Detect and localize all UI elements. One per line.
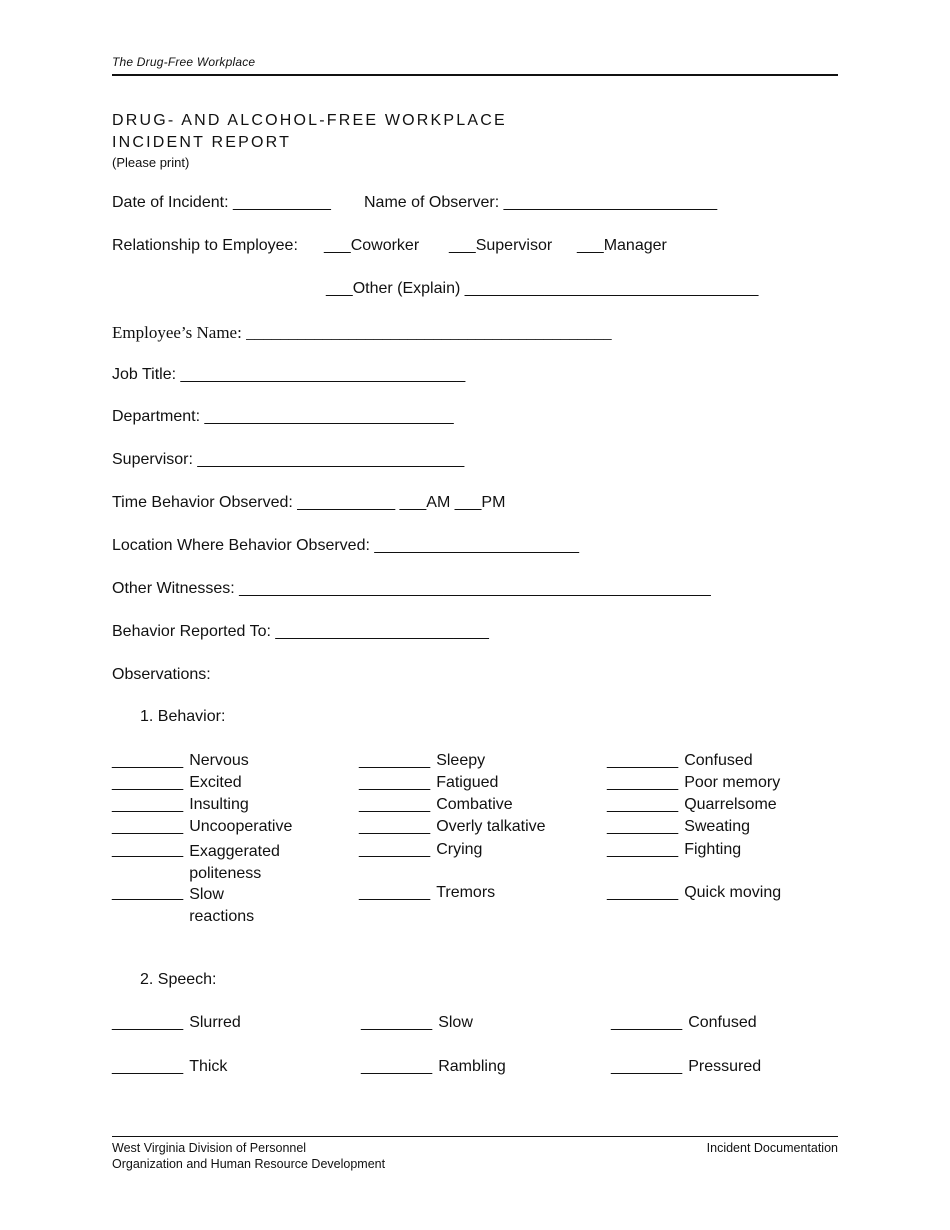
blank-line[interactable]: ________ <box>607 841 679 858</box>
behavior-item[interactable]: ________ Tremors <box>359 884 496 901</box>
behavior-item[interactable]: ________ Confused <box>607 752 753 769</box>
location-observed-field[interactable]: Location Where Behavior Observed: _______________________ <box>112 537 580 554</box>
speech-item[interactable]: ________ Slow <box>361 1014 473 1031</box>
blank-line[interactable]: ________ <box>611 1058 683 1075</box>
blank-line[interactable]: ________ <box>607 884 679 901</box>
blank-line[interactable]: ________ <box>359 796 431 813</box>
blank-line[interactable]: ________ <box>607 752 679 769</box>
blank-line[interactable]: ________ <box>112 774 184 791</box>
behavior-item[interactable]: ________ Fighting <box>607 841 742 858</box>
relationship-label: Relationship to Employee: <box>112 237 298 254</box>
speech-item[interactable]: ________ Rambling <box>361 1058 506 1075</box>
observations-label: Observations: <box>112 666 211 683</box>
time-observed-field[interactable]: Time Behavior Observed: ___________ ___AM ___PM <box>112 494 506 511</box>
other-witnesses-field[interactable]: Other Witnesses: _____________________________________________________ <box>112 580 711 597</box>
blank-line[interactable]: ________ <box>112 884 184 901</box>
behavior-item[interactable]: ________ Sweating <box>607 818 751 835</box>
footer-section-title: Incident Documentation <box>706 1141 838 1155</box>
blank-line[interactable]: ________ <box>112 796 184 813</box>
blank-line[interactable]: ________ <box>607 774 679 791</box>
blank-line[interactable]: ________ <box>359 752 431 769</box>
footer-org-line1: West Virginia Division of Personnel <box>112 1141 307 1155</box>
behavior-item[interactable]: ________ Crying <box>359 841 483 858</box>
behavior-item[interactable]: ________ Slow reactions <box>112 884 255 925</box>
blank-line[interactable]: ________ <box>607 818 679 835</box>
blank-line[interactable]: ________ <box>359 774 431 791</box>
behavior-item[interactable]: ________ Nervous <box>112 752 249 769</box>
relationship-coworker-option[interactable]: ___Coworker <box>324 237 420 254</box>
blank-line[interactable]: ________ <box>112 818 184 835</box>
relationship-manager-option[interactable]: ___Manager <box>577 237 667 254</box>
behavior-item[interactable]: ________ Quick moving <box>607 884 782 901</box>
behavior-item[interactable]: ________ Quarrelsome <box>607 796 777 813</box>
job-title-field[interactable]: Job Title: ________________________________ <box>112 366 466 383</box>
behavior-item[interactable]: ________ Exaggerated politeness <box>112 841 280 882</box>
employee-name-field[interactable]: Employee’s Name: ___________________________________________ <box>112 323 612 342</box>
blank-line[interactable]: ________ <box>112 841 184 858</box>
speech-item[interactable]: ________ Confused <box>611 1014 757 1031</box>
blank-line[interactable]: ________ <box>112 1014 184 1031</box>
speech-heading: 2. Speech: <box>140 971 217 988</box>
blank-line[interactable]: ________ <box>359 884 431 901</box>
blank-line[interactable]: ________ <box>112 1058 184 1075</box>
speech-item[interactable]: ________ Pressured <box>611 1058 762 1075</box>
behavior-item[interactable]: ________ Fatigued <box>359 774 499 791</box>
blank-line[interactable]: ________ <box>359 818 431 835</box>
name-of-observer-field[interactable]: Name of Observer: ________________________ <box>364 194 718 211</box>
blank-line[interactable]: ________ <box>361 1014 433 1031</box>
speech-item[interactable]: ________ Slurred <box>112 1014 241 1031</box>
form-subtitle: (Please print) <box>112 155 190 170</box>
behavior-heading: 1. Behavior: <box>140 708 226 725</box>
header-rule <box>112 74 838 76</box>
form-page <box>112 0 838 1230</box>
form-title-line2: INCIDENT REPORT <box>112 134 292 151</box>
behavior-item[interactable]: ________ Uncooperative <box>112 818 293 835</box>
department-field[interactable]: Department: ____________________________ <box>112 408 454 425</box>
form-title-line1: DRUG- AND ALCOHOL-FREE WORKPLACE <box>112 112 507 129</box>
blank-line[interactable]: ________ <box>112 752 184 769</box>
blank-line[interactable]: ________ <box>359 841 431 858</box>
behavior-item[interactable]: ________ Excited <box>112 774 242 791</box>
running-header: The Drug-Free Workplace <box>112 55 256 69</box>
speech-item[interactable]: ________ Thick <box>112 1058 228 1075</box>
blank-line[interactable]: ________ <box>611 1014 683 1031</box>
behavior-item[interactable]: ________ Sleepy <box>359 752 486 769</box>
footer-org-line2: Organization and Human Resource Development <box>112 1157 386 1171</box>
blank-line[interactable]: ________ <box>607 796 679 813</box>
relationship-other-option[interactable]: ___Other (Explain) _________________________________ <box>326 280 759 297</box>
behavior-item[interactable]: ________ Poor memory <box>607 774 781 791</box>
reported-to-field[interactable]: Behavior Reported To: ________________________ <box>112 623 489 640</box>
supervisor-field[interactable]: Supervisor: ______________________________ <box>112 451 465 468</box>
blank-line[interactable]: ________ <box>361 1058 433 1075</box>
behavior-item[interactable]: ________ Insulting <box>112 796 249 813</box>
behavior-item[interactable]: ________ Overly talkative <box>359 818 546 835</box>
footer-rule <box>112 1136 838 1137</box>
relationship-supervisor-option[interactable]: ___Supervisor <box>449 237 553 254</box>
date-of-incident-field[interactable]: Date of Incident: ___________ <box>112 194 331 211</box>
behavior-item[interactable]: ________ Combative <box>359 796 513 813</box>
